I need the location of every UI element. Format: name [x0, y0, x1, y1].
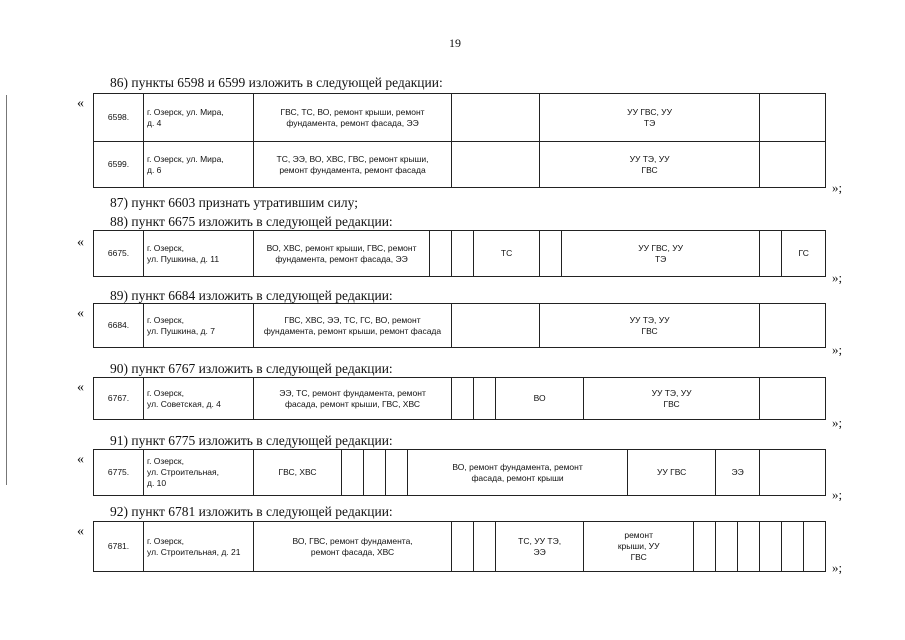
work-cell: [254, 522, 452, 572]
empty-cell: [760, 304, 826, 348]
work-cell: [540, 142, 760, 188]
cell-line: ТС, УУ ТЭ,: [518, 535, 562, 546]
address-line: ул. Советская, д. 4: [147, 398, 221, 409]
work-cell: [254, 304, 452, 348]
row-number: 6684.: [94, 304, 144, 348]
cell-line: ВО: [533, 393, 546, 403]
cell-line: фасада, ремонт крыши, ГВС, ХВС: [285, 398, 421, 409]
address-line: г. Озерск,: [147, 535, 184, 546]
empty-cell: [782, 522, 804, 572]
row-number: 6767.: [94, 378, 144, 420]
work-cell: [540, 94, 760, 142]
empty-cell: [694, 522, 716, 572]
empty-cell: [760, 522, 782, 572]
section-86-heading: 86) пункты 6598 и 6599 изложить в следующей редакции:: [110, 75, 443, 90]
section-91-close-quote: »;: [832, 487, 843, 502]
row-number: 6598.: [94, 94, 144, 142]
address-line: г. Озерск, ул. Мира,: [147, 153, 224, 164]
address-line: г. Озерск,: [147, 314, 184, 325]
empty-cell: [342, 450, 364, 496]
empty-cell: [452, 94, 540, 142]
cell-line: ЭЭ: [731, 467, 744, 477]
cell-line: ТЭ: [643, 117, 656, 128]
section-88-close-quote: »;: [832, 270, 843, 285]
empty-cell: [716, 522, 738, 572]
address-line: д. 4: [147, 117, 162, 128]
cell-line: крыши, УУ: [617, 541, 660, 551]
section-86-table: [93, 93, 826, 188]
address-cell: [144, 378, 254, 420]
cell-line: ВО, ремонт фундамента, ремонт: [452, 461, 583, 472]
address-line: д. 10: [147, 478, 167, 488]
section-86-open-quote: «: [77, 96, 84, 111]
address-cell: [144, 94, 254, 142]
section-92-close-quote: »;: [832, 560, 843, 575]
section-91-table: [93, 449, 826, 496]
cell-line: УУ ТЭ, УУ: [651, 387, 692, 398]
cell-line: ТЭ: [654, 253, 667, 264]
work-cell: [540, 304, 760, 348]
cell-line: ремонт: [624, 530, 653, 540]
cell-line: ЭЭ, ТС, ремонт фундамента, ремонт: [279, 387, 426, 398]
cell-line: УУ ГВС, УУ: [627, 106, 672, 117]
section-89-open-quote: «: [77, 306, 84, 321]
section-87-heading: 87) пункт 6603 признать утратившим силу;: [110, 195, 358, 210]
empty-cell: [386, 450, 408, 496]
cell-line: ГВС, ХВС: [278, 467, 317, 477]
binding-margin-line: [6, 95, 7, 485]
address-line: г. Озерск,: [147, 456, 184, 466]
cell-line: ВО, ГВС, ремонт фундамента,: [292, 535, 413, 546]
work-cell: [254, 94, 452, 142]
cell-line: фундамента, ремонт фасада, ЭЭ: [286, 117, 419, 128]
section-88-table: [93, 230, 826, 277]
empty-cell: [474, 378, 496, 420]
section-92-heading: 92) пункт 6781 изложить в следующей редакции:: [110, 504, 393, 519]
cell-line: УУ ТЭ, УУ: [629, 314, 670, 325]
row-number: 6781.: [94, 522, 144, 572]
empty-cell: [540, 231, 562, 277]
empty-cell: [452, 522, 474, 572]
work-cell: [782, 231, 826, 277]
table-row: [94, 450, 826, 496]
work-cell: [496, 378, 584, 420]
empty-cell: [430, 231, 452, 277]
address-cell: [144, 231, 254, 277]
cell-line: ЭЭ: [533, 546, 546, 557]
address-line: г. Озерск,: [147, 387, 184, 398]
empty-cell: [452, 378, 474, 420]
cell-line: ТС, ЭЭ, ВО, ХВС, ГВС, ремонт крыши,: [276, 153, 429, 164]
cell-line: ремонт фундамента, ремонт фасада: [279, 164, 426, 175]
table-row: [94, 231, 826, 277]
work-cell: [254, 450, 342, 496]
cell-line: ВО, ХВС, ремонт крыши, ГВС, ремонт: [266, 242, 417, 253]
address-line: ул. Пушкина, д. 11: [147, 253, 220, 264]
empty-cell: [364, 450, 386, 496]
cell-line: ГВС, ХВС, ЭЭ, ТС, ГС, ВО, ремонт: [284, 314, 421, 325]
empty-cell: [760, 231, 782, 277]
section-89-heading: 89) пункт 6684 изложить в следующей редакции:: [110, 288, 393, 303]
address-line: ул. Строительная, д. 21: [147, 546, 241, 557]
address-cell: [144, 450, 254, 496]
empty-cell: [760, 142, 826, 188]
address-cell: [144, 522, 254, 572]
section-92-open-quote: «: [77, 524, 84, 539]
cell-line: ГВС: [641, 325, 658, 336]
section-88-heading: 88) пункт 6675 изложить в следующей редакции:: [110, 214, 393, 229]
section-90-heading: 90) пункт 6767 изложить в следующей редакции:: [110, 361, 393, 376]
cell-line: УУ ТЭ, УУ: [629, 153, 670, 164]
page-number: 19: [449, 36, 461, 50]
section-88-open-quote: «: [77, 235, 84, 250]
section-86-close-quote: »;: [832, 180, 843, 195]
address-cell: [144, 142, 254, 188]
cell-line: УУ ГВС: [656, 467, 687, 477]
section-91-heading: 91) пункт 6775 изложить в следующей редакции:: [110, 433, 393, 448]
work-cell: [254, 378, 452, 420]
work-cell: [254, 231, 430, 277]
address-line: г. Озерск,: [147, 242, 184, 253]
empty-cell: [452, 304, 540, 348]
work-cell: [628, 450, 716, 496]
work-cell: [254, 142, 452, 188]
row-number: 6675.: [94, 231, 144, 277]
section-90-table: [93, 377, 826, 420]
table-row: [94, 142, 826, 188]
empty-cell: [452, 231, 474, 277]
section-91-open-quote: «: [77, 452, 84, 467]
row-number: 6599.: [94, 142, 144, 188]
section-89-table: [93, 303, 826, 348]
empty-cell: [452, 142, 540, 188]
section-90-open-quote: «: [77, 380, 84, 395]
work-cell: [474, 231, 540, 277]
address-line: ул. Пушкина, д. 7: [147, 325, 215, 336]
work-cell: [584, 378, 760, 420]
cell-line: ГВС, ТС, ВО, ремонт крыши, ремонт: [280, 106, 425, 117]
cell-line: фундамента, ремонт крыши, ремонт фасада: [263, 325, 442, 336]
empty-cell: [760, 378, 826, 420]
cell-line: УУ ГВС, УУ: [638, 242, 684, 253]
section-92-table: [93, 521, 826, 572]
table-row: [94, 304, 826, 348]
empty-cell: [760, 450, 826, 496]
work-cell: [562, 231, 760, 277]
address-line: г. Озерск, ул. Мира,: [147, 106, 224, 117]
cell-line: ремонт фасада, ХВС: [310, 546, 395, 557]
section-89-close-quote: »;: [832, 342, 843, 357]
table-row: [94, 94, 826, 142]
section-90-close-quote: »;: [832, 415, 843, 430]
work-cell: [408, 450, 628, 496]
empty-cell: [738, 522, 760, 572]
empty-cell: [804, 522, 826, 572]
work-cell: [496, 522, 584, 572]
table-row: [94, 378, 826, 420]
cell-line: ГВС: [663, 398, 680, 409]
address-line: д. 6: [147, 164, 162, 175]
empty-cell: [760, 94, 826, 142]
work-cell: [716, 450, 760, 496]
address-cell: [144, 304, 254, 348]
address-line: ул. Строительная,: [147, 467, 219, 477]
work-cell: [584, 522, 694, 572]
cell-line: ГВС: [630, 552, 647, 562]
table-row: [94, 522, 826, 572]
empty-cell: [474, 522, 496, 572]
cell-line: фундамента, ремонт фасада, ЭЭ: [275, 253, 408, 264]
cell-line: ГС: [798, 248, 809, 258]
cell-line: ГВС: [641, 164, 658, 175]
cell-line: фасада, ремонт крыши: [471, 472, 564, 483]
row-number: 6775.: [94, 450, 144, 496]
cell-line: ТС: [500, 248, 513, 258]
